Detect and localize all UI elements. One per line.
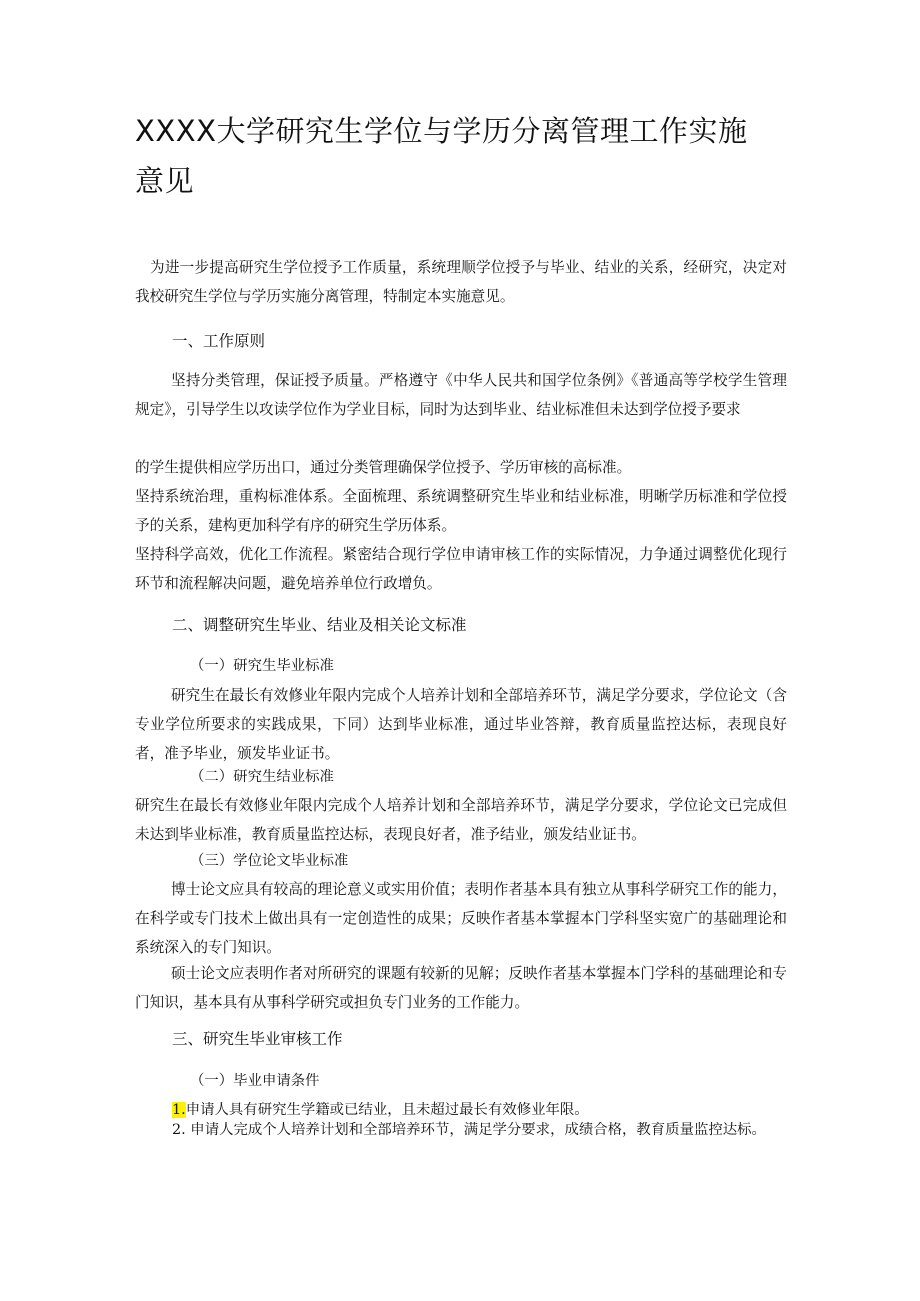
section-2-sub-2-text: 研究生在最长有效修业年限内完成个人培养计划和全部培养环节，满足学分要求，学位论文已完成但未达到毕业标准，教育质量监控达标，表现良好者，准予结业，颁发结业证书。 — [135, 797, 787, 843]
section-2-sub-3-text-1: 博士论文应具有较高的理论意义或实用价值；表明作者基本具有独立从事科学研究工作的能力，在科学或专门技术上做出具有一定创造性的成果；反映作者基本掌握本门学科坚实宽广的基础理论和系统深入的专门知识。 — [135, 881, 787, 956]
list-item — [172, 1101, 787, 1119]
section-1-paragraph-2: 坚持系统治理，重构标准体系。全面梳理、系统调整研究生毕业和结业标准，明晰学历标准和学位授予的关系，建构更加科学有序的研究生学历体系。 — [135, 488, 787, 534]
section-2-sub-3-heading: （三）学位论文毕业标准 — [190, 853, 349, 869]
list-item: 2. 申请人完成个人培养计划和全部培养环节，满足学分要求，成绩合格，教育质量监控达标。 — [172, 1122, 766, 1138]
section-2-sub-1-text: 研究生在最长有效修业年限内完成个人培养计划和全部培养环节，满足学分要求，学位论文（含专业学位所要求的实践成果，下同）达到毕业标准，通过毕业答辩，教育质量监控达标，表现良好者，准予毕业，颁发毕业证书。 — [135, 687, 787, 762]
section-2-sub-1-heading: （一）研究生毕业标准 — [190, 658, 334, 674]
section-2-sub-3-text-2: 硕士论文应表明作者对所研究的课题有较新的见解；反映作者基本掌握本门学科的基础理论和专门知识，基本具有从事科学研究或担负专门业务的工作能力。 — [135, 965, 787, 1011]
section-2-heading: 二、调整研究生毕业、结业及相关论文标准 — [172, 616, 467, 634]
section-2-sub-2-heading: （二）研究生结业标准 — [190, 769, 334, 785]
list-item-text: 申请人具有研究生学籍或已结业，且未超过最长有效修业年限。 — [185, 1102, 589, 1118]
section-1-heading: 一、工作原则 — [172, 332, 266, 350]
document-title: XXXX大学研究生学位与学历分离管理工作实施意见 — [135, 114, 748, 198]
section-1-paragraph-3: 坚持科学高效，优化工作流程。紧密结合现行学位申请审核工作的实际情况，力争通过调整优化现行环节和流程解决问题，避免培养单位行政增负。 — [135, 546, 787, 592]
intro-paragraph: 为进一步提高研究生学位授予工作质量，系统理顺学位授予与毕业、结业的关系，经研究，决定对我校研究生学位与学历实施分离管理，特制定本实施意见。 — [135, 259, 787, 305]
section-3-sub-1-heading: （一）毕业申请条件 — [190, 1073, 320, 1089]
highlighted-number: 1. — [172, 1102, 186, 1118]
section-1-paragraph-1a: 坚持分类管理，保证授予质量。严格遵守《中华人民共和国学位条例》《普通高等学校学生管理规定》，引导学生以攻读学位作为学业目标，同时为达到毕业、结业标准但未达到学位授予要求 — [135, 372, 787, 418]
section-1-paragraph-1b: 的学生提供相应学历出口，通过分类管理确保学位授予、学历审核的高标准。 — [135, 459, 632, 476]
section-3-heading: 三、研究生毕业审核工作 — [172, 1030, 343, 1048]
